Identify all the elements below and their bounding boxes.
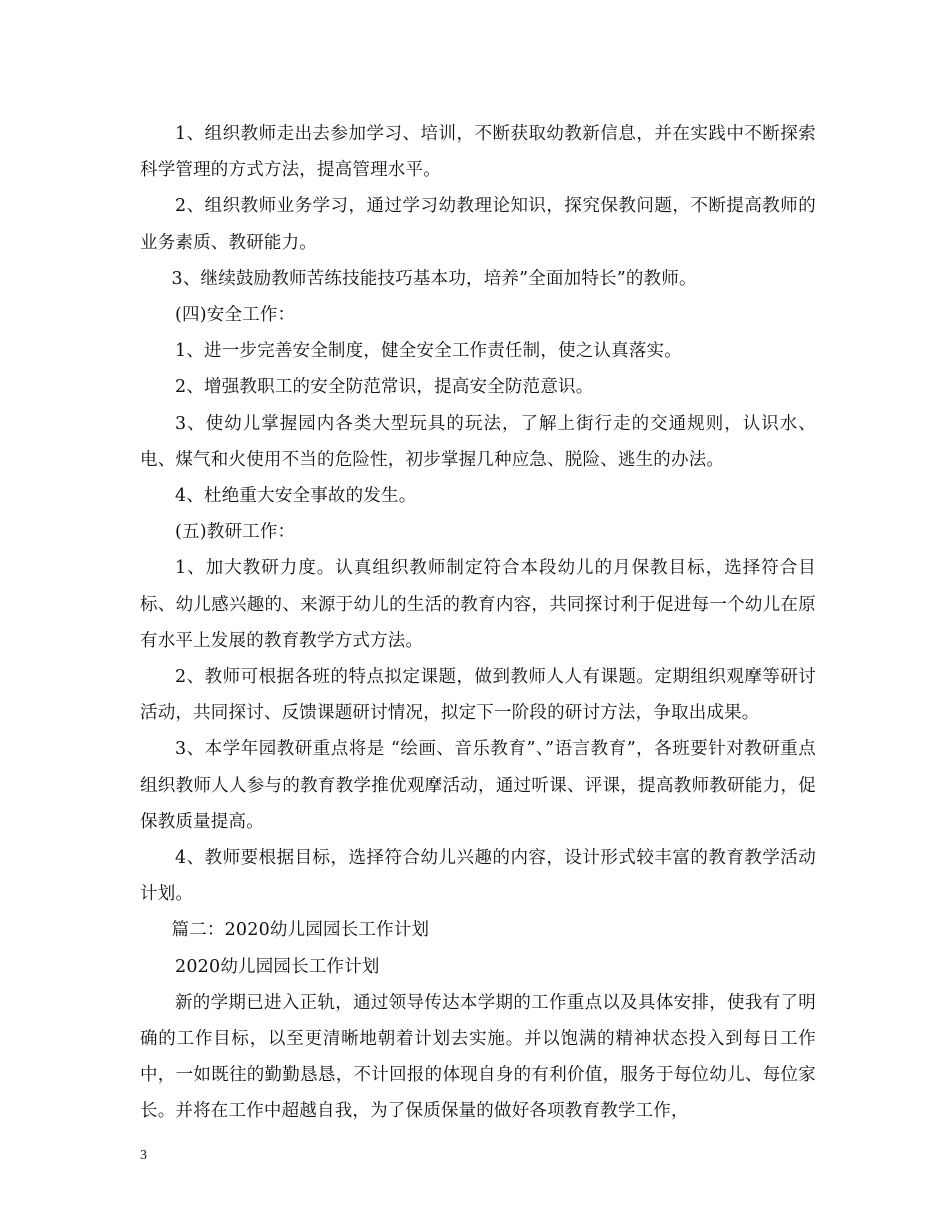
page-number: 3 [140,1148,147,1163]
paragraph-new-semester: 新的学期已进入正轨，通过领导传达本学期的工作重点以及具体安排，使我有了明确的工作目标，以至更清晰地朝着计划去实施。并以饱满的精神状态投入到每日工作中，一如既往的勤勤恳恳，不计回报的体现自身的有利价值，服务于每位幼儿、每位家长。并将在工作中超越自我，为了保质保量的做好各项教育教学工作， [140,992,816,1122]
paragraph-research-topics: 2、教师可根据各班的特点拟定课题，做到教师人人有课题。定期组织观摩等研讨活动，共同探讨、反馈课题研讨情况，拟定下一阶段的研讨方法，争取出成果。 [140,667,816,724]
paragraph-skills: 3、继续鼓励教师苦练技能技巧基本功，培养”全面加特长”的教师。 [171,268,697,289]
article-title: 2020幼儿园园长工作计划 [175,956,380,977]
article-heading: 篇二：2020幼儿园园长工作计划 [171,920,430,941]
paragraph-business-study: 2、组织教师业务学习，通过学习幼教理论知识，探究保教问题，不断提高教师的业务素质、教研能力。 [140,196,816,253]
paragraph-activity-plans: 4、教师要根据目标，选择符合幼儿兴趣的内容，设计形式较丰富的教育教学活动计划。 [140,848,816,905]
section-heading-research: (五)教研工作： [175,522,296,543]
paragraph-research-intensity: 1、加大教研力度。认真组织教师制定符合本段幼儿的月保教目标，选择符合目标、幼儿感兴趣的、来源于幼儿的生活的教育内容，共同探讨利于促进每一个幼儿在原有水平上发展的教育教学方式方法。 [140,558,816,651]
paragraph-safety-awareness: 2、增强教职工的安全防范常识，提高安全防范意识。 [175,377,594,398]
paragraph-safety-accidents: 4、杜绝重大安全事故的发生。 [175,486,417,507]
paragraph-safety-system: 1、进一步完善安全制度，健全安全工作责任制，使之认真落实。 [175,341,682,362]
paragraph-research-focus: 3、本学年园教研重点将是 “绘画、音乐教育”、”语言教育”，各班要针对教研重点组织教师人人参与的教育教学推优观摩活动，通过听课、评课，提高教师教研能力，促保教质量提高。 [140,739,816,832]
paragraph-training: 1、组织教师走出去参加学习、培训，不断获取幼教新信息，并在实践中不断探索科学管理的方式方法，提高管理水平。 [140,124,816,181]
paragraph-safety-children: 3、使幼儿掌握园内各类大型玩具的玩法，了解上街行走的交通规则，认识水、电、煤气和火使用不当的危险性，初步掌握几种应急、脱险、逃生的办法。 [140,413,816,470]
section-heading-safety: (四)安全工作： [175,305,296,326]
document-body [140,116,816,1130]
